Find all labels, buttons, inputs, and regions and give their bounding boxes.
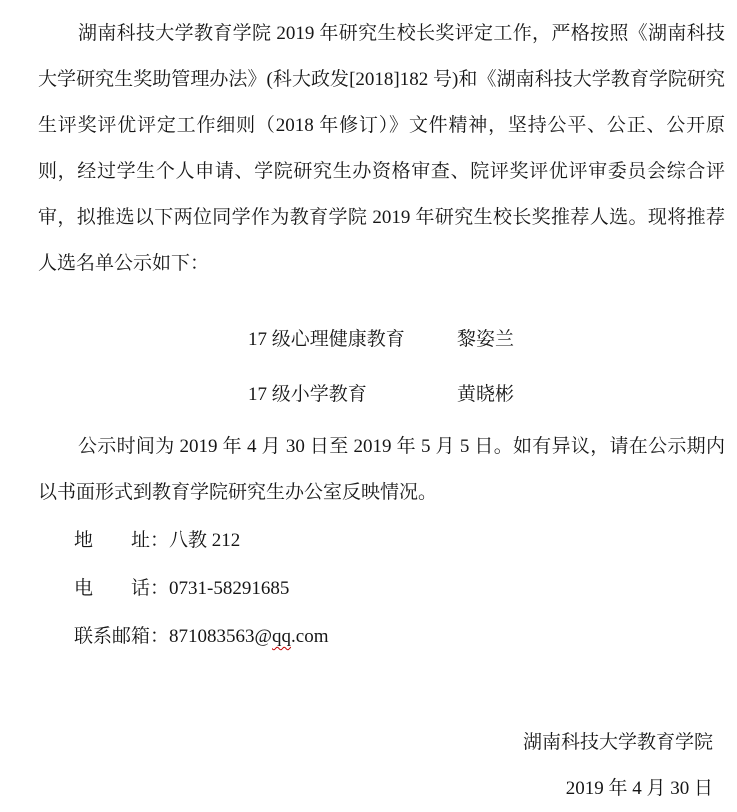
recommended-candidates-list [38,317,725,418]
email-spellcheck-flagged-text: qq [272,626,292,647]
address-label: 地 址： [74,530,170,551]
email-suffix: .com [291,626,329,647]
signature-block [38,720,725,812]
candidate-program: 17 级心理健康教育 [248,329,405,350]
list-item [38,372,725,418]
phone-row [38,565,725,613]
email-value [169,626,328,647]
phone-label: 电 话： [74,578,170,599]
address-value: 八教 212 [169,530,241,551]
publicity-period-paragraph: 公示时间为 2019 年 4 月 30 日至 2019 年 5 月 5 日。如有异议，请在公示期内以书面形式到教育学院研究生办公室反映情况。 [38,436,725,503]
intro-paragraph: 湖南科技大学教育学院 2019 年研究生校长奖评定工作，严格按照《湖南科技大学研究生奖助管理办法》(科大政发[2018]182 号)和《湖南科技大学教育学院研究生评奖评优评定工作细则（2018 年修订）》文件精神，坚持公平、公正、公开原则，经过学生个人申请、学院研究生办资格审查、院评奖评优评审委员会综合评审，拟推选以下两位同学作为教育学院 2019 年研究生校长奖推荐人选。现将推荐人选名单公示如下： [38,23,725,274]
contact-info-block [38,517,725,661]
candidate-program: 17 级小学教育 [248,384,367,405]
signature-organization: 湖南科技大学教育学院 [522,732,713,753]
email-label: 联系邮箱： [74,626,170,647]
email-row [38,613,725,661]
email-prefix: 871083563@ [169,626,273,647]
address-row [38,517,725,565]
list-item [38,317,725,363]
candidate-name: 黄晓彬 [457,384,515,405]
signature-date: 2019 年 4 月 30 日 [565,778,713,799]
phone-value: 0731-58291685 [169,578,290,599]
candidate-name: 黎姿兰 [457,329,515,350]
